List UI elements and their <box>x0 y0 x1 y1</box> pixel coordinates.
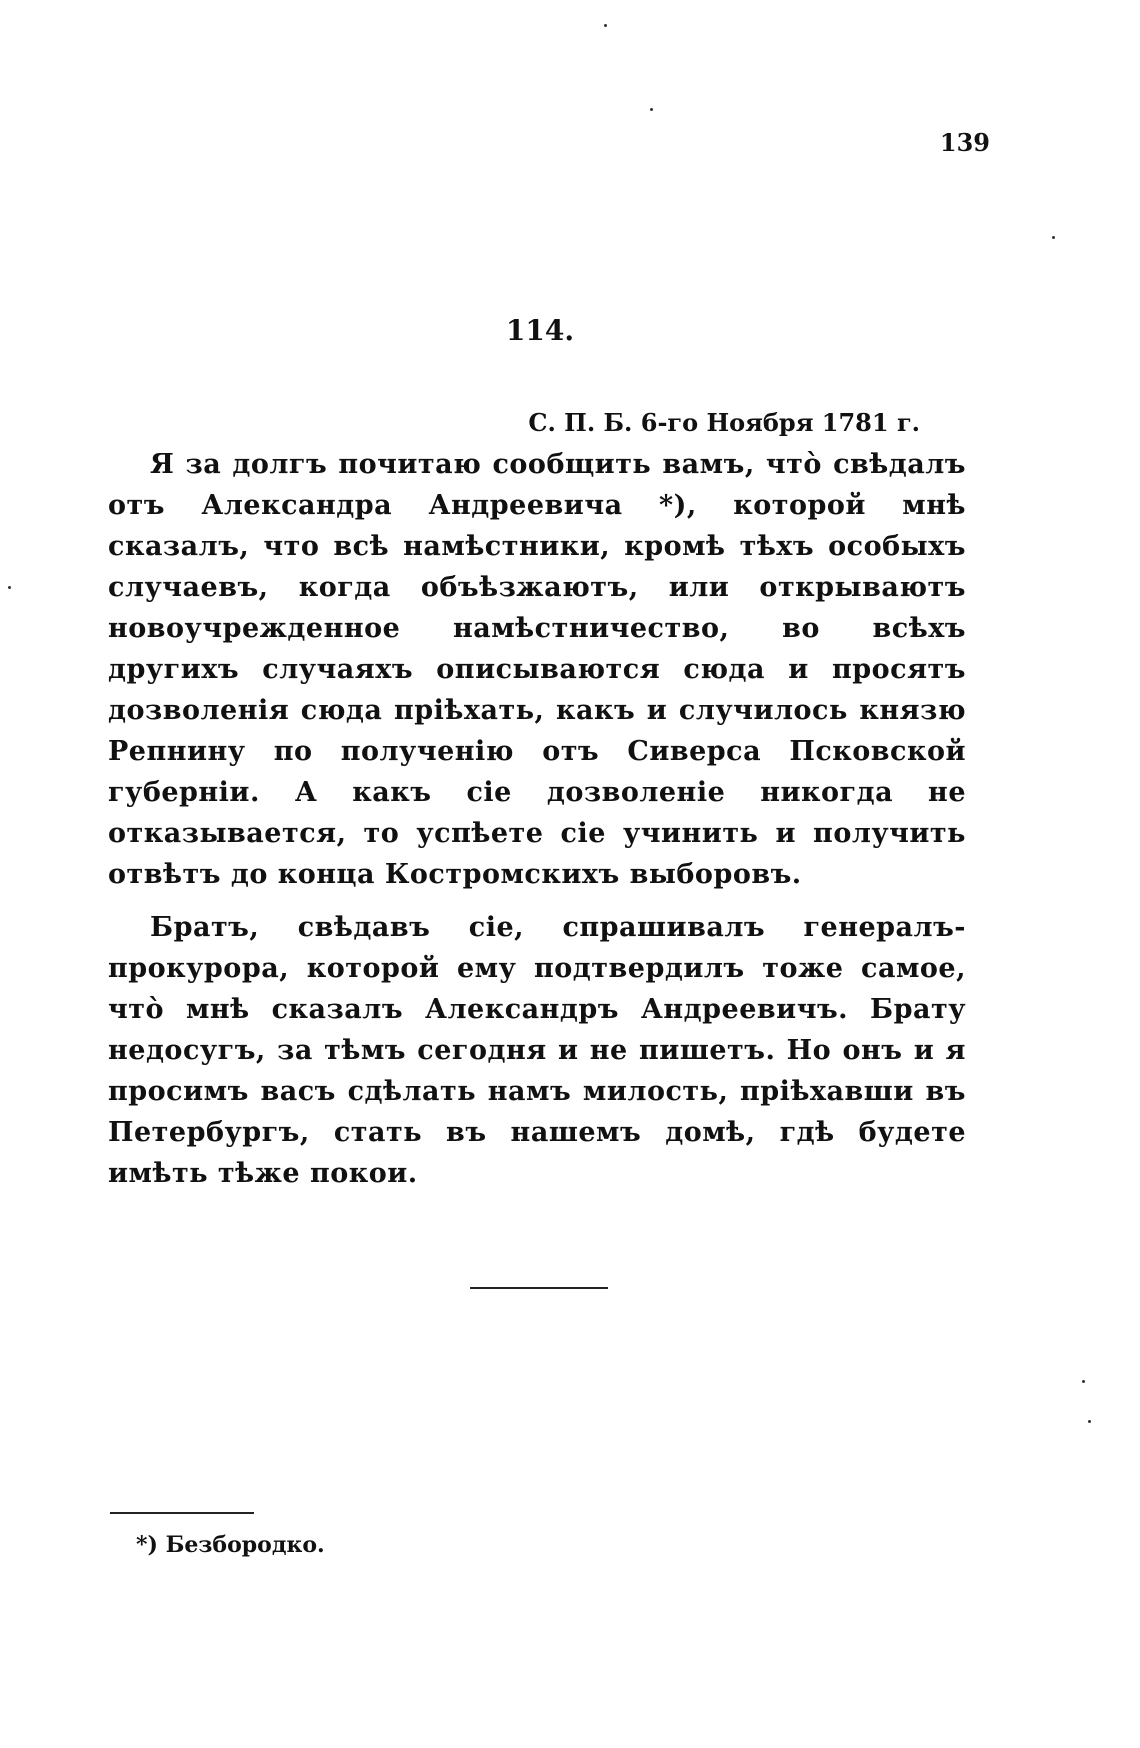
letter-number: 114. <box>505 314 575 347</box>
closing-rule <box>470 1287 608 1289</box>
scan-speck <box>650 108 653 111</box>
footnote-rule <box>110 1512 254 1514</box>
page-number: 139 <box>939 128 990 157</box>
scan-speck <box>8 586 11 589</box>
dateline: С. П. Б. 6-го Ноября 1781 г. <box>528 408 920 437</box>
scan-speck <box>1082 1380 1085 1383</box>
scan-speck <box>1052 236 1055 239</box>
scan-speck <box>1088 1420 1091 1423</box>
letter-body <box>108 444 966 1206</box>
footnote: *) Безбородко. <box>136 1532 325 1558</box>
scan-speck <box>604 24 607 27</box>
paragraph-2: Братъ, свѣдавъ сіе, спрашивалъ генералъ-прокурора, которой ему подтвердилъ тоже самое, что̀ мнѣ сказалъ Александръ Андреевичъ. Брату недосугъ, за тѣмъ сегодня и не пишетъ. Но онъ и я просимъ васъ сдѣлать намъ милость, пріѣхавши въ Петербургъ, стать въ нашемъ домѣ, гдѣ будете имѣть тѣже покои. <box>108 912 966 1189</box>
paragraph-1: Я за долгъ почитаю сообщить вамъ, что̀ свѣдалъ отъ Александра Андреевича *), которой мнѣ сказалъ, что всѣ намѣстники, кромѣ тѣхъ особыхъ случаевъ, когда объѣзжаютъ, или открываютъ новоучрежденное намѣстничество, во всѣхъ другихъ случаяхъ описываются сюда и просятъ дозволенія сюда пріѣхать, какъ и случилось князю Репнину по полученію отъ Сиверса Псковской губерніи. А какъ сіе дозволеніе никогда не отказывается, то успѣете сіе учинить и получить отвѣтъ до конца Костромскихъ выборовъ. <box>108 449 966 890</box>
